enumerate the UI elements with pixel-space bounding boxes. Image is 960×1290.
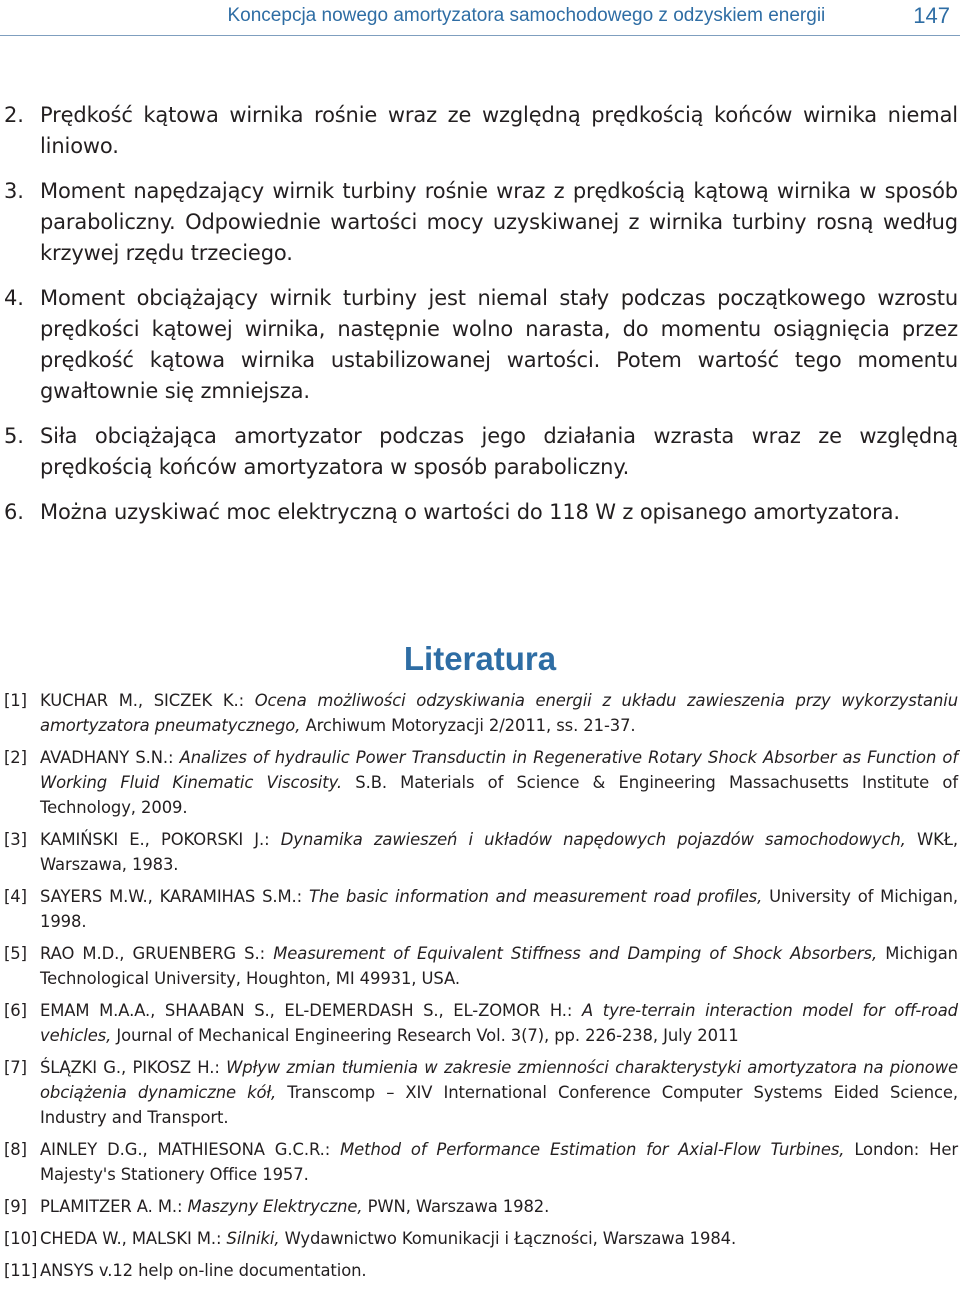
reference-number: [6] xyxy=(4,1001,27,1020)
reference-item xyxy=(4,941,958,991)
reference-authors: KUCHAR M., SICZEK K.: xyxy=(40,691,245,710)
reference-item xyxy=(4,827,958,877)
reference-details: Michigan Technological University, Houghton, MI 49931, USA. xyxy=(40,944,958,988)
conclusion-text: Prędkość kątowa wirnika rośnie wraz ze względną prędkością końców wirnika niemal liniowo. xyxy=(40,103,958,158)
reference-authors: SAYERS M.W., KARAMIHAS S.M.: xyxy=(40,887,303,906)
reference-title: The basic information and measurement road profiles, xyxy=(308,887,763,906)
conclusion-item xyxy=(4,497,958,528)
reference-authors: RAO M.D., GRUENBERG S.: xyxy=(40,944,266,963)
reference-number: [7] xyxy=(4,1058,27,1077)
conclusion-text: Siła obciążająca amortyzator podczas jego działania wzrasta wraz ze względną prędkością końców amortyzatora w sposób paraboliczny. xyxy=(40,424,958,479)
conclusion-item xyxy=(4,283,958,407)
reference-number: [8] xyxy=(4,1140,27,1159)
reference-title: Method of Performance Estimation for Axial-Flow Turbines, xyxy=(340,1140,845,1159)
header-divider xyxy=(0,35,960,36)
reference-details: Wydawnictwo Komunikacji i Łączności, Warszawa 1984. xyxy=(284,1229,737,1248)
conclusion-text: Moment obciążający wirnik turbiny jest niemal stały podczas początkowego wzrostu prędkości kątowej wirnika, następnie wolno narasta, do momentu osiągnięcia przez prędkość kątowa wirnika ustabilizowanej wartości. Potem wartość tego momentu gwałtownie się zmniejsza. xyxy=(40,286,958,403)
reference-details: PWN, Warszawa 1982. xyxy=(367,1197,550,1216)
conclusions-list xyxy=(4,100,958,542)
reference-authors: AVADHANY S.N.: xyxy=(40,748,174,767)
reference-authors: AINLEY D.G., MATHIESONA G.C.R.: xyxy=(40,1140,331,1159)
conclusion-number: 3. xyxy=(4,179,24,203)
reference-item xyxy=(4,1055,958,1130)
reference-title: Analizes of hydraulic Power Transductin in Regenerative Rotary Shock Absorber as Function of Working Fluid Kinematic Viscosity. xyxy=(40,748,958,792)
reference-title: Ocena możliwości odzyskiwania energii z układu zawieszenia przy wykorzystaniu amortyzatora pneumatycznego, xyxy=(40,691,958,735)
reference-authors: CHEDA W., MALSKI M.: xyxy=(40,1229,222,1248)
reference-item xyxy=(4,1194,958,1219)
reference-number: [3] xyxy=(4,830,27,849)
reference-title: A tyre-terrain interaction model for off-road vehicles, xyxy=(40,1001,958,1045)
conclusion-text: Moment napędzający wirnik turbiny rośnie wraz z prędkością kątową wirnika w sposób paraboliczny. Odpowiednie wartości mocy uzyskiwanej z wirnika turbiny rosną według krzywej rzędu trzeciego. xyxy=(40,179,958,265)
reference-item xyxy=(4,998,958,1048)
reference-details: University of Michigan, 1998. xyxy=(40,887,958,931)
running-title: Koncepcja nowego amortyzatora samochodowego z odzyskiem energii xyxy=(227,5,826,26)
reference-details: London: Her Majesty's Stationery Office 1957. xyxy=(40,1140,958,1184)
reference-title: Measurement of Equivalent Stiffness and Damping of Shock Absorbers, xyxy=(273,944,878,963)
reference-authors: ANSYS v.12 help on-line documentation. xyxy=(40,1261,367,1280)
reference-title: Maszyny Elektryczne, xyxy=(187,1197,363,1216)
reference-number: [9] xyxy=(4,1197,27,1216)
reference-number: [11] xyxy=(4,1261,38,1280)
reference-number: [1] xyxy=(4,691,27,710)
reference-authors: PLAMITZER A. M.: xyxy=(40,1197,183,1216)
reference-item xyxy=(4,745,958,820)
reference-title: Wpływ zmian tłumienia w zakresie zmienności charakterystyki amortyzatora na pionowe obciążenia dynamiczne kół, xyxy=(40,1058,958,1102)
conclusion-text: Można uzyskiwać moc elektryczną o wartości do 118 W z opisanego amortyzatora. xyxy=(40,500,900,524)
reference-details: Transcomp – XIV International Conference Computer Systems Eided Science, Industry and Transport. xyxy=(40,1083,958,1127)
reference-authors: EMAM M.A.A., SHAABAN S., EL-DEMERDASH S., EL-ZOMOR H.: xyxy=(40,1001,573,1020)
conclusion-number: 2. xyxy=(4,103,24,127)
reference-number: [4] xyxy=(4,887,27,906)
reference-number: [5] xyxy=(4,944,27,963)
reference-number: [2] xyxy=(4,748,27,767)
conclusion-number: 5. xyxy=(4,424,24,448)
reference-item xyxy=(4,688,958,738)
running-header xyxy=(0,0,960,32)
page-number: 147 xyxy=(913,3,950,28)
reference-title: Dynamika zawieszeń i układów napędowych pojazdów samochodowych, xyxy=(280,830,906,849)
conclusion-item xyxy=(4,100,958,162)
reference-number: [10] xyxy=(4,1229,38,1248)
reference-authors: KAMIŃSKI E., POKORSKI J.: xyxy=(40,830,270,849)
reference-title: Silniki, xyxy=(226,1229,280,1248)
reference-item xyxy=(4,884,958,934)
conclusion-number: 6. xyxy=(4,500,24,524)
reference-details: Journal of Mechanical Engineering Research Vol. 3(7), pp. 226-238, July 2011 xyxy=(116,1026,739,1045)
reference-item xyxy=(4,1258,958,1283)
references-list xyxy=(4,688,958,1290)
conclusion-item xyxy=(4,176,958,269)
reference-item xyxy=(4,1137,958,1187)
conclusion-number: 4. xyxy=(4,286,24,310)
conclusion-item xyxy=(4,421,958,483)
reference-authors: ŚLĄZKI G., PIKOSZ H.: xyxy=(40,1058,220,1077)
reference-details: WKŁ, Warszawa, 1983. xyxy=(40,830,958,874)
reference-details: Archiwum Motoryzacji 2/2011, ss. 21-37. xyxy=(305,716,636,735)
reference-details: S.B. Materials of Science & Engineering Massachusetts Institute of Technology, 2009. xyxy=(40,773,958,817)
reference-item xyxy=(4,1226,958,1251)
literature-heading: Literatura xyxy=(403,640,557,677)
